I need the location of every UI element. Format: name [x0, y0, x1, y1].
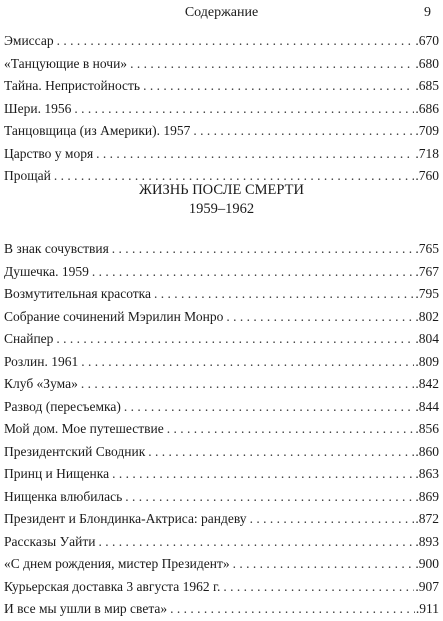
- toc-entry-page: .809: [415, 353, 439, 369]
- dot-leader: [125, 486, 414, 509]
- toc-entry-page: .869: [415, 488, 439, 504]
- toc-entry-page: .685: [415, 78, 439, 93]
- toc-entry-title: «С днем рождения, мистер Президент»: [4, 556, 230, 571]
- dot-leader: [74, 98, 414, 121]
- toc-entry-page: .860: [415, 443, 439, 459]
- toc-entry: [4, 98, 439, 121]
- toc-entry-page: .804: [415, 331, 439, 346]
- toc-entry: [4, 351, 439, 374]
- dot-leader: [250, 508, 415, 531]
- dot-leader: [92, 261, 414, 284]
- toc-entry: [4, 30, 439, 53]
- section-years: 1959–1962: [188, 201, 255, 217]
- toc-entry: [4, 75, 439, 98]
- toc-entry-title: Снайпер: [4, 331, 54, 346]
- toc-entry: [4, 143, 439, 166]
- toc-entry-page: .911: [415, 601, 439, 616]
- toc-entry-title: Нищенка влюбилась: [4, 488, 123, 504]
- toc-entry-page: .856: [415, 421, 439, 436]
- toc-list-part-2: [4, 238, 439, 621]
- toc-entry-title: Рассказы Уайти: [4, 533, 96, 549]
- toc-entry-title: Принц и Нищенка: [4, 466, 110, 481]
- dot-leader: [143, 75, 414, 98]
- toc-entry-title: Президентский Сводник: [4, 443, 146, 459]
- toc-entry-title: Курьерская доставка 3 августа 1962 г.: [4, 578, 221, 594]
- dot-leader: [81, 351, 414, 374]
- toc-entry-page: .680: [415, 55, 439, 71]
- dot-leader: [112, 463, 414, 486]
- section-heading: [0, 180, 443, 218]
- toc-entry-page: .900: [415, 556, 439, 571]
- toc-entry: [4, 598, 439, 621]
- toc-entry-page: .709: [415, 123, 439, 138]
- toc-entry-title: Царство у моря: [4, 145, 94, 161]
- section-title: ЖИЗНЬ ПОСЛЕ СМЕРТИ: [139, 182, 304, 198]
- toc-entry-title: И все мы ушли в мир света»: [4, 601, 168, 616]
- toc-entry-page: .760: [415, 168, 439, 183]
- toc-entry-page: .863: [415, 466, 439, 481]
- toc-entry-title: В знак сочувствия: [4, 241, 109, 256]
- toc-entry: [4, 53, 439, 76]
- toc-entry-title: Собрание сочинений Мэрилин Монро: [4, 308, 224, 324]
- dot-leader: [96, 143, 414, 166]
- dot-leader: [154, 283, 414, 306]
- dot-leader: [193, 120, 414, 143]
- toc-entry-page: .795: [415, 286, 439, 301]
- dot-leader: [233, 553, 415, 576]
- toc-entry: [4, 463, 439, 486]
- toc-entry: [4, 396, 439, 419]
- toc-entry: [4, 441, 439, 464]
- toc-entry-page: .844: [415, 398, 439, 414]
- toc-entry-title: Президент и Блондинка-Актриса: рандеву: [4, 511, 247, 526]
- toc-entry: [4, 261, 439, 284]
- dot-leader: [148, 441, 414, 464]
- running-title: Содержание: [184, 5, 259, 20]
- toc-entry: [4, 418, 439, 441]
- toc-entry-page: .718: [415, 145, 439, 161]
- toc-entry-title: «Танцующие в ночи»: [4, 55, 128, 71]
- toc-entry-page: .686: [415, 100, 439, 116]
- dot-leader: [223, 576, 414, 599]
- toc-entry: [4, 373, 439, 396]
- toc-entry-title: Тайна. Непристойность: [4, 78, 141, 93]
- toc-entry-title: Танцовщица (из Америки). 1957: [4, 123, 191, 138]
- toc-entry-title: Мой дом. Мое путешествие: [4, 421, 164, 436]
- toc-entry-title: Эмиссар: [4, 33, 54, 48]
- toc-entry: [4, 328, 439, 351]
- toc-entry-page: .670: [415, 33, 439, 48]
- toc-entry-page: .907: [415, 578, 439, 594]
- toc-entry-page: .767: [415, 263, 439, 279]
- dot-leader: [112, 238, 415, 261]
- toc-entry-title: Шери. 1956: [4, 100, 72, 116]
- dot-leader: [226, 306, 414, 329]
- toc-entry-page: .802: [415, 308, 439, 324]
- toc-entry-title: Возмутительная красотка: [4, 286, 152, 301]
- dot-leader: [124, 396, 415, 419]
- toc-entry-title: Розлин. 1961: [4, 353, 79, 369]
- toc-entry-title: Прощай: [4, 168, 51, 183]
- dot-leader: [170, 598, 415, 621]
- toc-entry-page: .872: [415, 511, 439, 526]
- toc-entry: [4, 508, 439, 531]
- toc-entry: [4, 238, 439, 261]
- dot-leader: [167, 418, 415, 441]
- toc-entry: [4, 306, 439, 329]
- toc-entry-page: .842: [415, 376, 439, 391]
- toc-entry-title: Клуб «Зума»: [4, 376, 78, 391]
- dot-leader: [81, 373, 415, 396]
- dot-leader: [130, 53, 414, 76]
- running-header: [0, 4, 443, 22]
- toc-entry-page: .765: [415, 241, 439, 256]
- toc-entry: [4, 553, 439, 576]
- toc-entry: [4, 120, 439, 143]
- toc-entry-title: Душечка. 1959: [4, 263, 89, 279]
- toc-entry: [4, 576, 439, 599]
- dot-leader: [57, 30, 415, 53]
- toc-entry-page: .893: [415, 533, 439, 549]
- toc-entry-title: Развод (пересъемка): [4, 398, 121, 414]
- dot-leader: [56, 328, 414, 351]
- toc-entry: [4, 486, 439, 509]
- toc-entry: [4, 283, 439, 306]
- toc-list-part-1: [4, 30, 439, 188]
- page-number: 9: [424, 5, 431, 20]
